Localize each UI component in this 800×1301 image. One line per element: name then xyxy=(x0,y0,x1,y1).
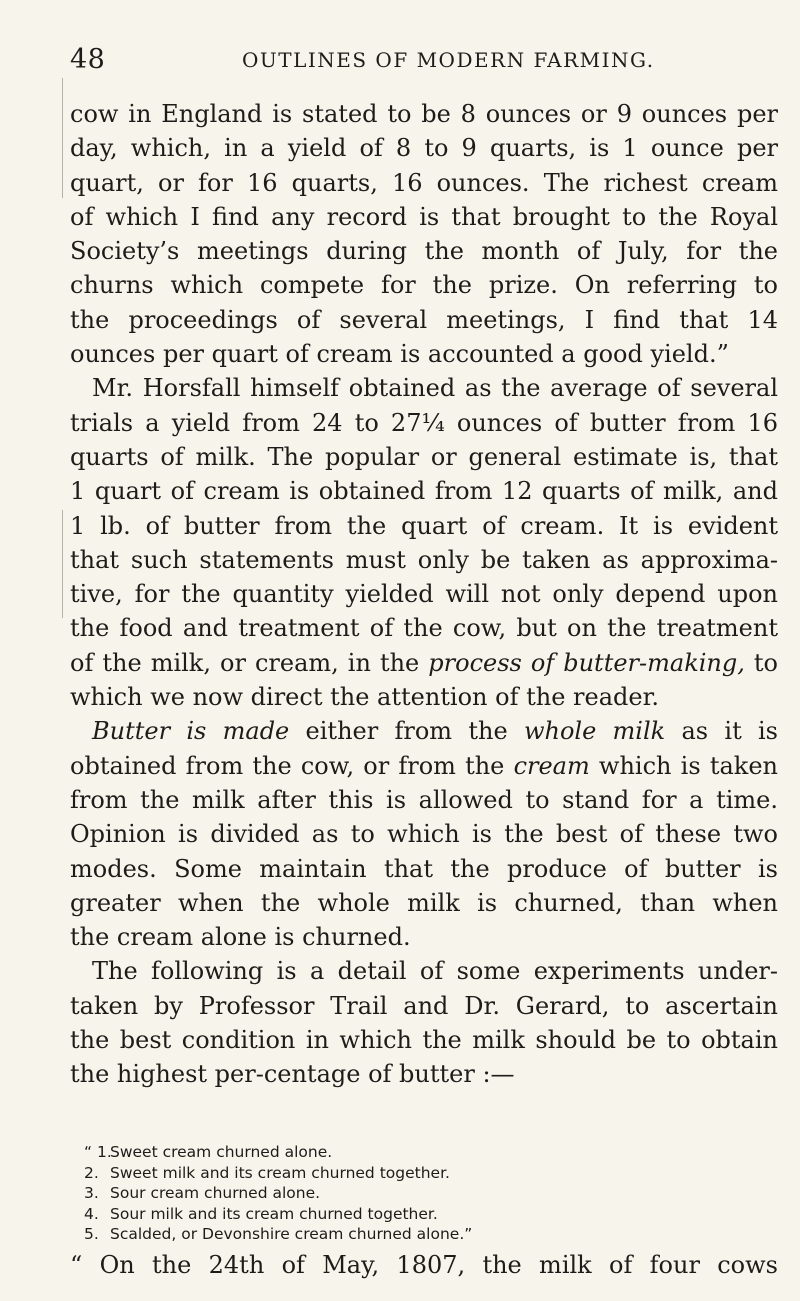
margin-pencil-mark xyxy=(62,510,63,618)
text-line: ounces per quart of cream is accounted a good yield.” xyxy=(70,340,729,369)
list-text: Sweet milk and its cream churned together. xyxy=(110,1163,450,1182)
page-header xyxy=(70,44,770,80)
list-number: 2. xyxy=(84,1163,99,1182)
text-line: quart, or for 16 quarts, 16 ounces. The richest cream xyxy=(70,168,778,197)
text-line: quarts of milk. The popular or general estimate is, that xyxy=(70,442,778,471)
text-line: trials a yield from 24 to 27¼ ounces of butter from 16 xyxy=(70,408,778,437)
list-text: Sweet cream churned alone. xyxy=(110,1143,333,1161)
text-line: from the milk after this is allowed to stand for a time. xyxy=(70,785,778,814)
text-line: the cream alone is churned. xyxy=(70,923,411,952)
running-head: OUTLINES OF MODERN FARMING. xyxy=(242,48,655,72)
italic-phrase: process of butter-making, xyxy=(428,648,745,677)
list-item xyxy=(84,1224,744,1245)
text-line: that such statements must only be taken as approxima- xyxy=(70,545,778,574)
text-line: the food and treatment of the cow, but on the treatment xyxy=(70,614,778,643)
list-number: 5. xyxy=(84,1225,99,1244)
body-text xyxy=(70,97,778,1092)
list-item xyxy=(84,1183,744,1204)
list-item xyxy=(84,1163,744,1184)
text-line-with-italic: Butter is made either from the whole milk as it is xyxy=(92,717,778,746)
text-line: churns which compete for the prize. On referring to xyxy=(70,271,778,300)
list-number: “ 1. xyxy=(84,1143,112,1161)
text-line: 1 quart of cream is obtained from 12 quarts of milk, and xyxy=(70,477,778,506)
text-line: Society’s meetings during the month of July, for the xyxy=(70,237,778,266)
text-line: of which I find any record is that brought to the Royal xyxy=(70,202,778,231)
text-line: The following is a detail of some experiments under- xyxy=(92,957,778,986)
text-line: tive, for the quantity yielded will not only depend upon xyxy=(70,580,778,609)
final-text-line: “ On the 24th of May, 1807, the milk of four cows xyxy=(70,1251,778,1279)
text-line: which we now direct the attention of the reader. xyxy=(70,683,660,712)
list-text: Scalded, or Devonshire cream churned alone.” xyxy=(110,1225,473,1244)
italic-phrase: Butter is made xyxy=(92,717,290,746)
list-item xyxy=(84,1204,744,1225)
italic-phrase: whole milk xyxy=(523,717,666,746)
text-line-with-italic: obtained from the cow, or from the cream which is taken xyxy=(70,751,778,780)
list-item xyxy=(84,1142,744,1163)
text-line: Opinion is divided as to which is the best of these two xyxy=(70,820,778,849)
margin-pencil-mark xyxy=(62,78,63,198)
experiment-list xyxy=(84,1142,744,1245)
text-line: modes. Some maintain that the produce of butter is xyxy=(70,854,778,883)
text-line: the best condition in which the milk should be to obtain xyxy=(70,1026,778,1055)
page-number: 48 xyxy=(70,44,106,75)
text-line: taken by Professor Trail and Dr. Gerard, to ascertain xyxy=(70,991,778,1020)
list-text: Sour cream churned alone. xyxy=(110,1184,321,1203)
italic-phrase: cream xyxy=(513,751,590,780)
text-line: the proceedings of several meetings, I find that 14 xyxy=(70,305,778,334)
text-line: the highest per-centage of butter :— xyxy=(70,1060,515,1089)
text-line: Mr. Horsfall himself obtained as the average of several xyxy=(92,374,778,403)
text-line: day, which, in a yield of 8 to 9 quarts, is 1 ounce per xyxy=(70,134,778,163)
list-number: 4. xyxy=(84,1204,99,1223)
text-line-with-italic: of the milk, or cream, in the process of butter-making, to xyxy=(70,648,778,677)
text-line: 1 lb. of butter from the quart of cream. It is evident xyxy=(70,511,778,540)
list-number: 3. xyxy=(84,1184,99,1203)
text-line: greater when the whole milk is churned, than when xyxy=(70,888,778,917)
list-text: Sour milk and its cream churned together. xyxy=(110,1204,438,1223)
text-line: cow in England is stated to be 8 ounces or 9 ounces per xyxy=(70,100,778,128)
